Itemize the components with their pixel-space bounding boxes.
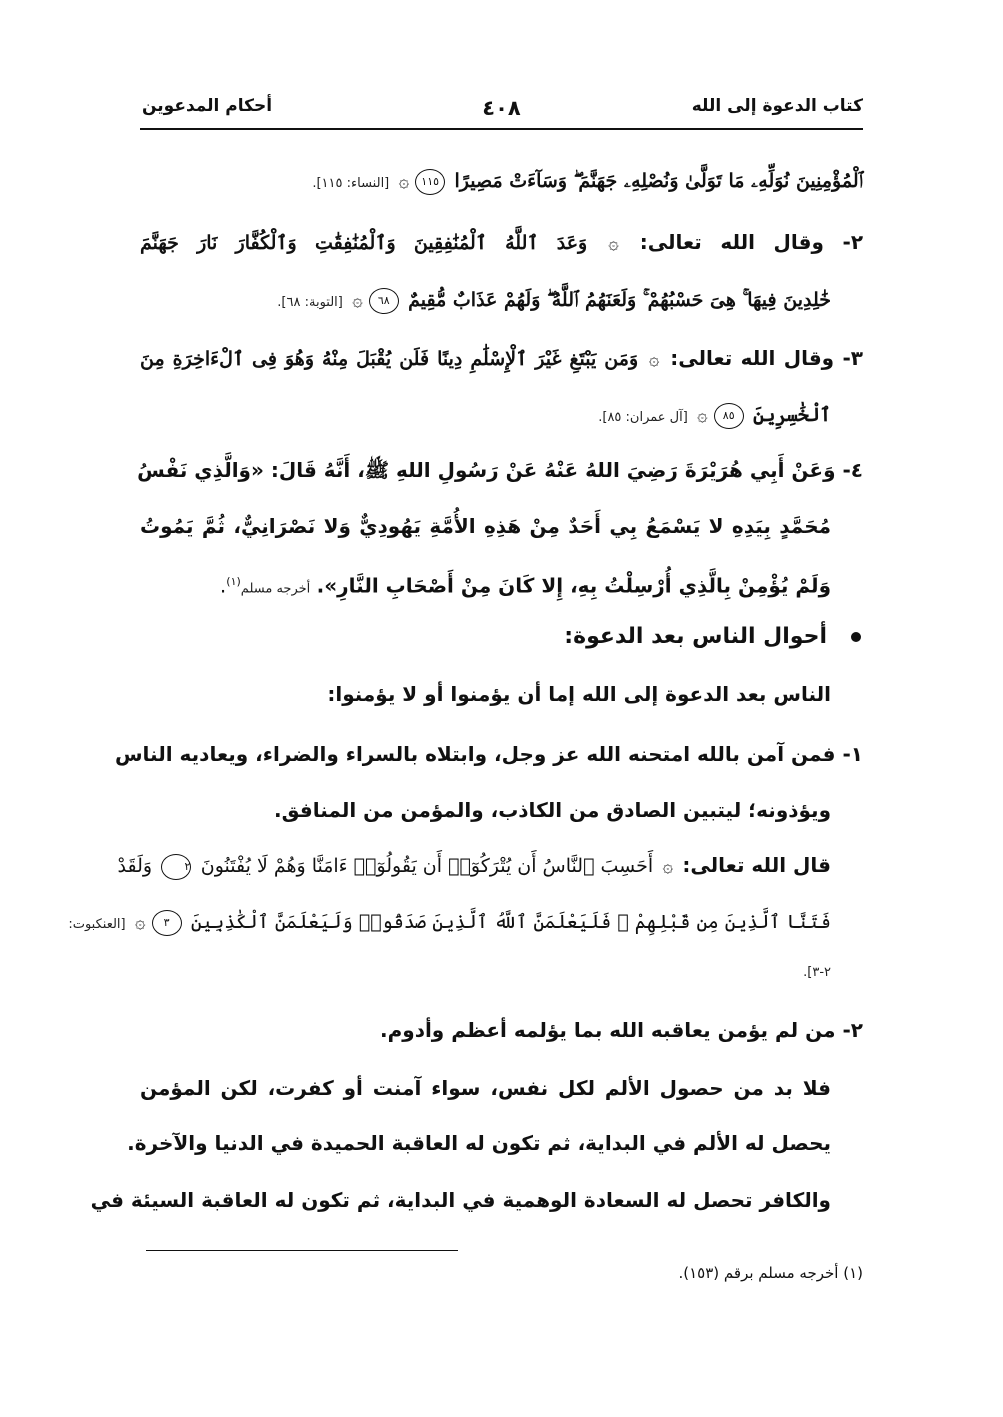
quran-verse: فَتَنَّا ٱلَّذِينَ مِن قَبْلِهِمْ ۖ فَلَيَعْلَمَنَّ ٱللَّهُ ٱلَّذِينَ صَدَقُوا۟ وَلَيَعْلَمَنَّ ٱلْكَٰذِبِينَ [190, 911, 831, 933]
item-intro: ٣- وقال الله تعالى: [670, 346, 864, 370]
verse-reference: [آل عمران: ٨٥]. [598, 410, 688, 425]
footnote-rule [146, 1250, 458, 1251]
hadith-line-2: مُحَمَّدٍ بِيَدِهِ لا يَسْمَعُ بِي أَحَدٌ مِنْ هَذِهِ الأُمَّةِ يَهُودِيٌّ وَلا نَصْرَانِيٌّ، ثُمَّ يَمُوتُ [140, 514, 831, 538]
point-1-line-2: ويؤذونه؛ ليتبين الصادق من الكاذب، والمؤمن من المنافق. [274, 798, 831, 822]
item-3-line-1 [140, 341, 863, 377]
point-2-line-1: ٢- من لم يؤمن يعاقبه الله بما يؤلمه أعظم وأدوم. [380, 1018, 863, 1042]
verse-number-marker: ٨٥ [714, 403, 744, 429]
footnote: (١) أخرجه مسلم برقم (١٥٣). [678, 1264, 863, 1282]
quran-verse: ٱلْمُؤْمِنِينَ نُوَلِّهِۦ مَا تَوَلَّىٰ وَنُصْلِهِۦ جَهَنَّمَ ۖ وَسَآءَتْ مَصِيرًا [454, 170, 863, 192]
quote-ornament-icon: ۞ [352, 290, 363, 311]
quran-verse: أَحَسِبَ ٱلنَّاسُ أَن يُتْرَكُوٓا۟ أَن يَقُولُوٓا۟ ءَامَنَّا وَهُمْ لَا يُفْتَنُونَ [200, 855, 654, 877]
section-heading [140, 620, 861, 654]
verse-number-marker: ٦٨ [369, 288, 399, 314]
quote-ornament-icon: ۞ [608, 233, 619, 254]
verse-reference: ٢-٣]. [803, 965, 831, 980]
quran-verse: وَعَدَ ٱللَّهُ ٱلْمُنَٰفِقِينَ وَٱلْمُنَٰفِقَٰتِ وَٱلْكُفَّارَ نَارَ جَهَنَّمَ [140, 232, 588, 254]
quran-verse: وَمَن يَبْتَغِ غَيْرَ ٱلْإِسْلَٰمِ دِينًا فَلَن يُقْبَلَ مِنْهُ وَهُوَ فِى ٱلْءَاخِرَةِ مِنَ [140, 348, 639, 370]
quote-ornament-icon: ۞ [398, 171, 410, 192]
hadith-line-1: ٤- وَعَنْ أَبِي هُرَيْرَةَ رَضِيَ اللهُ عَنْهُ عَنْ رَسُولِ اللهِ ﷺ، أَنَّهُ قَالَ: «وَالَّذِي نَفْسُ [137, 458, 863, 482]
hadith-text: وَلَمْ يُؤْمِنْ بِالَّذِي أُرْسِلْتُ بِهِ، إِلا كَانَ مِنْ أَصْحَابِ النَّارِ». [316, 573, 831, 598]
sentence-end: . [219, 573, 227, 598]
quote-ornament-icon: ۞ [697, 405, 708, 426]
verse-line-1 [140, 163, 863, 201]
quote-ornament-icon: ۞ [648, 349, 660, 370]
quran-verse: خَٰلِدِينَ فِيهَا ۚ هِىَ حَسْبُهُمْ ۚ وَلَعَنَهُمُ ٱللَّهُ ۖ وَلَهُمْ عَذَابٌ مُّقِيمٌ [408, 289, 831, 311]
verse-number-marker: ٢ [161, 854, 191, 880]
verse-number-marker: ١١٥ [415, 169, 445, 195]
point-1-line-1: ١- فمن آمن بالله امتحنه الله عز وجل، وابتلاه بالسراء والضراء، ويعاديه الناس [114, 742, 863, 766]
chapter-title: أحكام المدعوين [142, 96, 273, 116]
verse-reference: [النساء: ١١٥]. [312, 176, 390, 191]
item-2-line-2 [140, 282, 831, 320]
quote-ornament-icon: ۞ [662, 856, 674, 877]
verse-ankabut-line-3 [140, 952, 831, 990]
book-title: كتاب الدعوة إلى الله [691, 96, 863, 116]
hadith-source: أخرجه مسلم [240, 581, 311, 597]
section-subheading: الناس بعد الدعوة إلى الله إما أن يؤمنوا أو لا يؤمنوا: [327, 682, 831, 706]
quran-verse: ٱلْخَٰسِرِينَ [753, 404, 831, 426]
footnote-marker: (١) [226, 575, 241, 588]
verse-ankabut-line-1 [117, 848, 831, 884]
paragraph-line-3: والكافر تحصل له السعادة الوهمية في البداية، ثم تكون له العاقبة السيئة في [90, 1188, 831, 1212]
item-intro: ٢- وقال الله تعالى: [639, 230, 864, 254]
verse-reference: [التوبة: ٦٨]. [277, 295, 343, 310]
verse-reference: [العنكبوت: [68, 917, 126, 932]
quran-verse: وَلَقَدْ [117, 855, 153, 877]
bullet-icon [851, 632, 861, 642]
quote-ornament-icon: ۞ [134, 912, 146, 933]
page-number: ٤٠٨ [482, 96, 521, 120]
verse-ankabut-line-2 [68, 904, 831, 942]
header-rule [140, 128, 863, 130]
hadith-line-3 [140, 565, 831, 607]
paragraph-line-1: فلا بد من حصول الألم لكل نفس، سواء آمنت أو كفرت، لكن المؤمن [140, 1076, 831, 1100]
item-intro: قال الله تعالى: [682, 853, 831, 877]
verse-number-marker: ٣ [152, 910, 182, 936]
item-3-line-2 [140, 397, 831, 435]
item-2-line-1 [140, 225, 863, 261]
section-heading-text: أحوال الناس بعد الدعوة: [564, 624, 827, 649]
paragraph-line-2: يحصل له الألم في البداية، ثم تكون له العاقبة الحميدة في الدنيا والآخرة. [127, 1131, 831, 1155]
